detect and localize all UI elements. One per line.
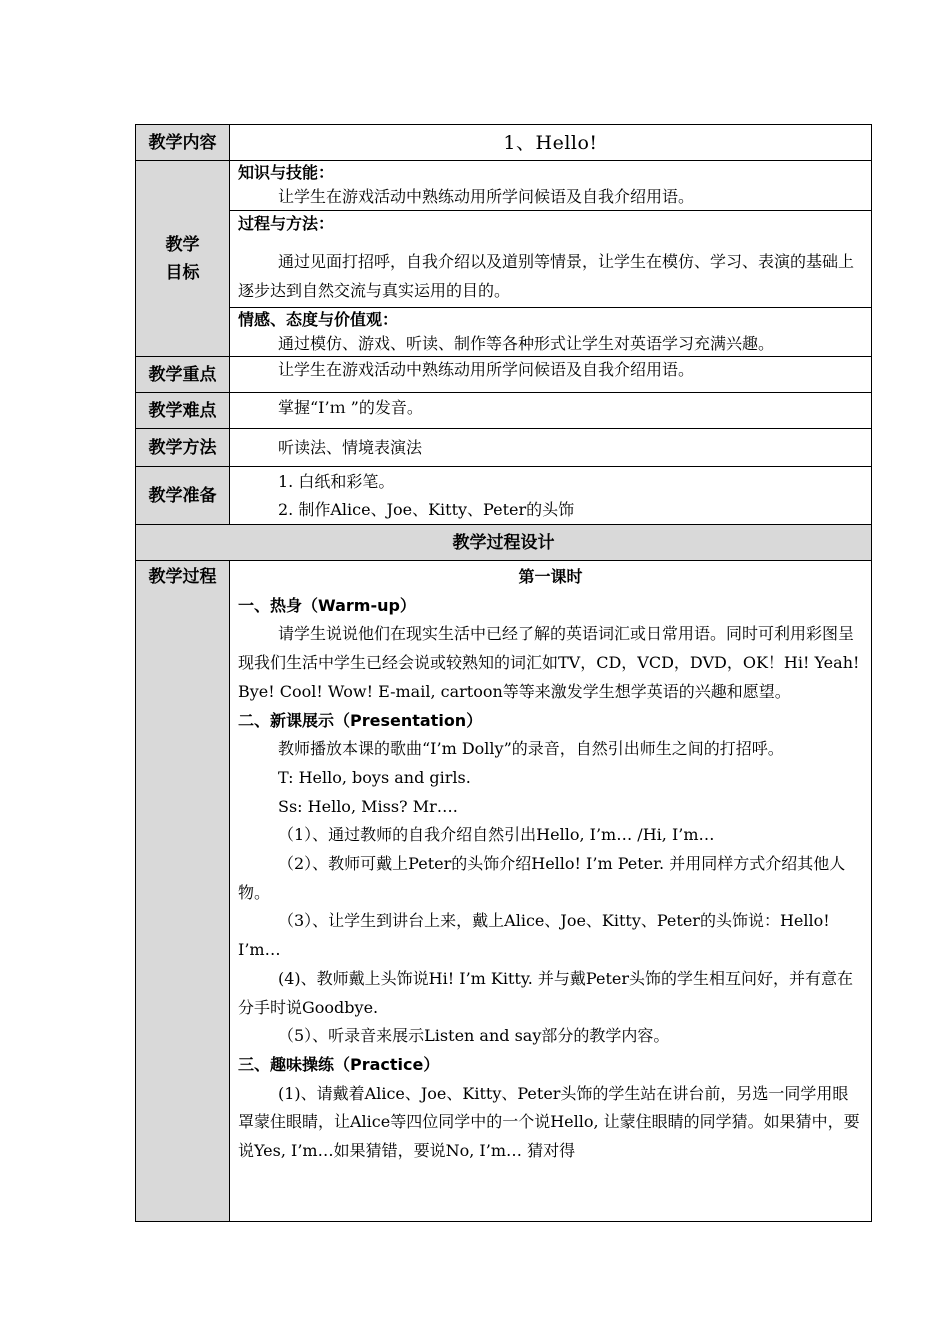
row-process	[136, 561, 872, 1222]
process-cell	[230, 561, 872, 1222]
presentation-text: 教师播放本课的歌曲“I’m Dolly”的录音，自然引出师生之间的打招呼。	[278, 739, 784, 759]
design-header: 教学过程设计	[136, 525, 872, 561]
label-goals-line2: 目标	[165, 262, 200, 283]
dialog-line: Ss: Hello, Miss? Mr….	[278, 796, 458, 816]
process-heading: 过程与方法：	[238, 214, 335, 233]
section-heading-practice: 三、趣味操练（Practice）	[238, 1054, 440, 1074]
label-goals	[136, 161, 230, 357]
row-key-point	[136, 357, 872, 393]
practice-text: (1)、请戴着Alice、Joe、Kitty、Peter头饰的学生站在讲台前，另选一同学用眼罩蒙住眼睛，让Alice等四位同学中的一个说Hello, 让蒙住眼睛的同学猜。如果猜中，要说Yes, I’m…如果猜错，要说No, I’m… 猜对得	[238, 1083, 860, 1161]
emotion-heading: 情感、态度与价值观：	[238, 310, 399, 329]
presentation-step: （2）、教师可戴上Peter的头饰介绍Hello! I’m Peter. 并用同样方式介绍其他人物。	[238, 854, 846, 902]
label-content: 教学内容	[136, 125, 230, 161]
method-text: 听读法、情境表演法	[230, 429, 872, 467]
lesson-heading: 第一课时	[518, 567, 583, 586]
section-heading-warmup: 一、热身（Warm-up）	[238, 595, 416, 615]
row-design-header	[136, 525, 872, 561]
presentation-step: (4)、教师戴上头饰说Hi! I’m Kitty. 并与戴Peter头饰的学生相互问好，并有意在分手时说Goodbye.	[238, 968, 853, 1017]
label-goals-line1: 教学	[165, 234, 200, 255]
lesson-plan-table	[135, 124, 872, 1222]
presentation-step: （1）、通过教师的自我介绍自然引出Hello, I’m… /Hi, I’m…	[278, 825, 715, 845]
row-preparation	[136, 467, 872, 525]
row-content	[136, 125, 872, 161]
preparation-item: 2. 制作Alice、Joe、Kitty、Peter的头饰	[278, 499, 575, 519]
presentation-step: （3）、让学生到讲台上来，戴上Alice、Joe、Kitty、Peter的头饰说：Hello! I’m…	[238, 911, 830, 960]
section-heading-presentation: 二、新课展示（Presentation）	[238, 710, 483, 730]
key-point-text: 让学生在游戏活动中熟练动用所学问候语及自我介绍用语。	[230, 357, 872, 393]
knowledge-text: 让学生在游戏活动中熟练动用所学问候语及自我介绍用语。	[278, 187, 695, 206]
preparation-cell	[230, 467, 872, 525]
label-preparation: 教学准备	[136, 467, 230, 525]
difficulty-text: 掌握“I’ｍ ”的发音。	[230, 393, 872, 429]
label-process: 教学过程	[136, 561, 230, 1222]
row-difficulty	[136, 393, 872, 429]
process-text: 通过见面打招呼，自我介绍以及道别等情景，让学生在模仿、学习、表演的基础上逐步达到自然交流与真实运用的目的。	[238, 252, 855, 300]
label-method: 教学方法	[136, 429, 230, 467]
dialog-line: T: Hello, boys and girls.	[278, 767, 471, 787]
preparation-item: 1. 白纸和彩笔。	[278, 471, 395, 491]
process-block	[230, 210, 871, 307]
emotion-text: 通过模仿、游戏、听读、制作等各种形式让学生对英语学习充满兴趣。	[278, 334, 775, 353]
label-key-point: 教学重点	[136, 357, 230, 393]
goals-cell	[230, 161, 872, 357]
row-method	[136, 429, 872, 467]
label-difficulty: 教学难点	[136, 393, 230, 429]
lesson-title: 1、Hello!	[230, 125, 872, 161]
warmup-text: 请学生说说他们在现实生活中已经了解的英语词汇或日常用语。同时可利用彩图呈现我们生活中学生已经会说或较熟知的词汇如TV，CD，VCD，DVD，OK！Hi! Yeah! Bye! Cool! Wow! E-mail, cartoon等等来激发学生想学英语的兴趣和愿望。	[238, 624, 860, 701]
knowledge-heading: 知识与技能：	[238, 163, 335, 182]
emotion-block	[230, 307, 871, 356]
presentation-step: （5）、听录音来展示Listen and say部分的教学内容。	[278, 1026, 670, 1046]
row-goals	[136, 161, 872, 357]
